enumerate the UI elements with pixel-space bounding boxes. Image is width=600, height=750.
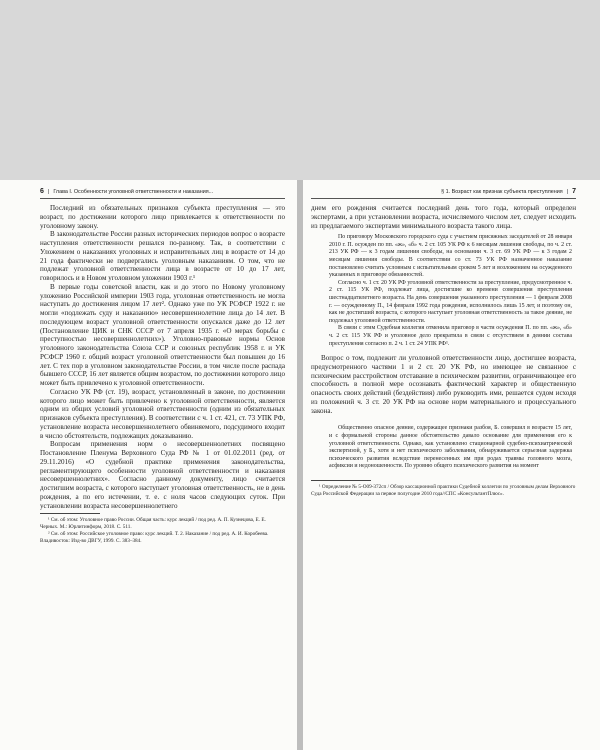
left-paragraph: В первые годы советской власти, как и до этого по Новому уголовному уложению Российской империи 1903 года, уголовная ответственность не могла наступать до достижения лицом 17 лет². Однако уже по УК РСФСР 1922 г. не могли «подлежать суду и наказанию» несовершеннолетние лица до 14 лет. В последующем возраст уголовной ответственности опускался даже до 12 лет (Постановление ЦИК и СНК СССР от 7 апреля 1935 г. «О мерах борьбы с преступностью несовершеннолетних»). Уголовно-правовые нормы Основ уголовного законодательства Союза ССР и союзных республик 1958 г. и УК РСФСР 1960 г. общий возраст уголовной ответственности был повышен до 16 лет. С тех пор в уголовном законодательстве России, в том числе после распада бывшего СССР, 16 лет является общим возрастом, по достижении которого лицо может быть привлечено к уголовной ответственности. <box>40 282 285 387</box>
left-footnotes <box>40 517 285 544</box>
case-paragraph: В связи с этим Судебная коллегия отменила приговор в части осуждения П. по пп. «ж», «б» ч. 2 ст. 115 УК РФ и уголовное дело прекратила в связи с отсутствием в деянии состава преступления согласно п. 2 ч. 1 ст. 24 УПК РФ¹. <box>329 325 572 347</box>
footnote: ² См. об этом: Российское уголовное право: курс лекций. Т. 2. Наказание / под ред. А. И. Коробеева. Владивосток: Изд-во ДВГУ, 1999. С. 383–384. <box>40 530 269 544</box>
right-header-rule <box>311 198 576 199</box>
footnote: ¹ См. об этом: Уголовное право России. Общая часть: курс лекций / под ред. А. П. Кузнецова, Е. Е. Черных. М.: Юрлитинформ, 2018. С. 511. <box>40 517 266 531</box>
left-running-head: 6 | Глава I. Особенности уголовной ответственности и наказания... <box>40 188 214 195</box>
footnote: ¹ Определение № 5-О09-372сп / Обзор кассационной практики Судебной коллегии по уголовным делам Верховного Суда Российской Федерации за первое полугодие 2010 года//СПС «КонсультантПлюс». <box>311 483 576 497</box>
left-header-rule <box>40 198 285 199</box>
right-body-text <box>311 204 576 498</box>
right-page-number: 7 <box>572 188 576 195</box>
right-section-title: § 1. Возраст как признак субъекта преступления <box>441 189 563 195</box>
left-paragraph: Согласно УК РФ (ст. 19), возраст, установленный в законе, по достижении которого лицо может быть привлечено к уголовной ответственности, является одним из общих условий уголовной ответственности (одним из обязательных признаков субъекта преступления). В соответствии с ч. 1 ст. 421, ст. 73 УПК РФ, установление возраста несовершеннолетнего обвиняемого, подсудимого входит в число обстоятельств, подлежащих доказыванию. <box>40 387 285 440</box>
case-example-2 <box>311 425 576 471</box>
right-footnote-rule <box>311 480 371 481</box>
left-page <box>0 180 297 750</box>
left-body-text <box>40 204 285 544</box>
left-footnote-rule <box>40 513 100 514</box>
left-paragraph: Последний из обязательных признаков субъекта преступления — это возраст, по достижении которого лицо привлекается к ответственности по уголовному закону. <box>40 204 285 230</box>
right-running-head: § 1. Возраст как признак субъекта преступления | 7 <box>441 188 576 195</box>
case-example-1 <box>311 234 576 348</box>
right-paragraph: днем его рождения считается последний день того года, который определен экспертами, а при установлении возраста, исчисляемого числом лет, следует исходить из предлагаемого экспертами минимального возраста такого лица. <box>311 204 576 230</box>
right-paragraph: Вопрос о том, подлежит ли уголовной ответственности лицо, достигшее возраста, предусмотренного частями 1 и 2 ст. 20 УК РФ, но имеющее не связанное с психическим расстройством отставание в психическом развитии, ограничивающее его способность в полной мере осознавать фактический характер и общественную опасность своих действий (бездействия) либо руководить ими, решается судом исходя из положений ч. 3 ст. 20 УК РФ на основе норм материального и процессуального закона. <box>311 354 576 415</box>
case-paragraph: Согласно ч. 1 ст. 20 УК РФ уголовной ответственности за преступление, предусмотренное ч. 2 ст. 115 УК РФ, подлежат лица, достигшие ко времени совершения преступления шестнадцатилетнего возраста. На день совершения указанного преступления — 1 февраля 2008 г. — осужденному П., 14 февраля 1992 года рождения, исполнилось лишь 15 лет, и поэтому он, как не достигший возраста, с которого наступает уголовная ответственность за такое деяние, не подлежал уголовной ответственности. <box>329 279 572 324</box>
case-paragraph: По приговору Московского городского суда с участием присяжных заседателей от 28 января 2010 г. П. осужден по пп. «ж», «б» ч. 2 ст. 105 УК РФ к 6 месяцам лишения свободы, по ч. 2 ст. 213 УК РФ — к 3 годам лишения свободы, на основании ч. 3 ст. 69 УК РФ — к 3 годам 2 месяцам лишения свободы. В соответствии со ст. 73 УК РФ назначенное наказание постановлено считать условным с испытательным сроком 5 лет и возложением на осужденного указанных в приговоре обязанностей. <box>329 234 572 279</box>
left-paragraph: Вопросам применения норм о несовершеннолетних посвящено Постановление Пленума Верховного Суда РФ № 1 от 01.02.2011 (ред. от 29.11.2016) «О судебной практике применения законодательства, регламентирующего особенности уголовной ответственности и наказания несовершеннолетних». Согласно данному документу, лицо считается достигшим возраста, с которого наступает уголовная ответственность, не в день рождения, а по его истечении, т. е. с ноля часов следующих суток. При установлении возраста несовершеннолетнего <box>40 440 285 510</box>
left-chapter-title: Глава I. Особенности уголовной ответственности и наказания... <box>53 189 214 195</box>
left-paragraph: В законодательстве России разных исторических периодов вопрос о возрасте наступления ответственности решался по-разному. Так, в соответствии с Уложением о наказаниях уголовных и исправительных лиц в возрасте от 14 до 21 года фактически не подвергались уголовным наказаниям. О том, что не подлежат уголовной ответственности лица в возрасте от 10 до 17 лет, говорилось и в Новом уголовном уложении 1903 г.¹ <box>40 230 285 282</box>
case-paragraph: Общественно опасное деяние, содержащее признаки разбоя, Б. совершил в возрасте 15 лет, и с формальной стороны данное обстоятельство давало основание для применения его к уголовной ответственности. Однако, как установлено стационарной судебно-психиатрической экспертизой, у Б., хотя и нет психического заболевания, обнаруживается серьезная задержка психического развития вследствие перенесенных им при родах травмы головного мозга, асфиксии и недоношенности. По уровню общего психического развития на момент <box>329 425 572 470</box>
left-page-number: 6 <box>40 188 44 195</box>
right-page <box>303 180 600 750</box>
right-footnotes <box>311 484 576 498</box>
